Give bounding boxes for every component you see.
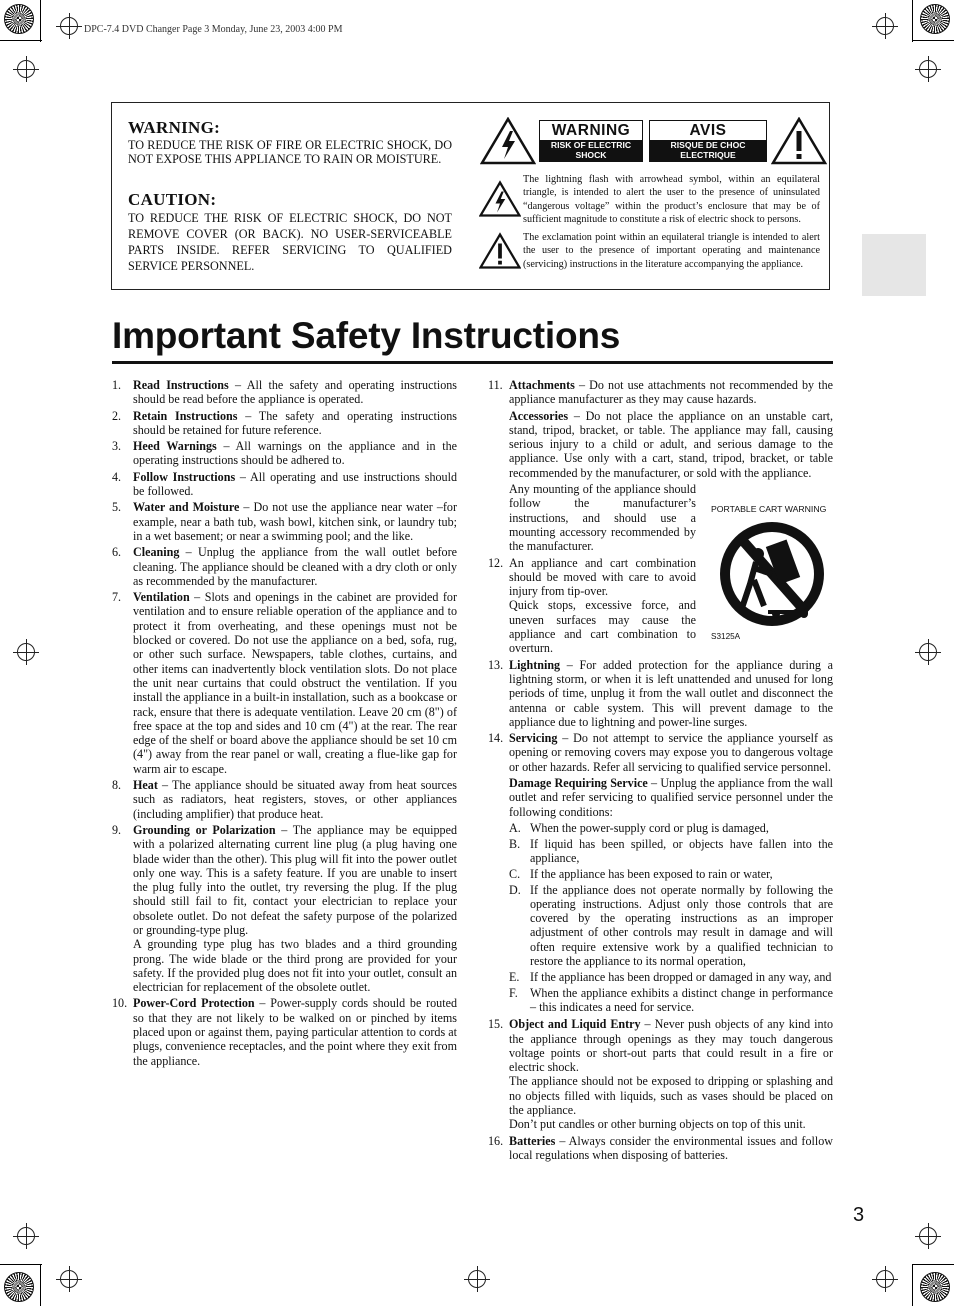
item-heading: Water and Moisture — [133, 500, 240, 515]
registration-mark-icon — [468, 1270, 486, 1288]
item-number: 14. — [488, 731, 504, 746]
item-number: 7. — [112, 590, 122, 605]
lightning-triangle-icon — [480, 117, 536, 165]
item-extra-text: Quick stops, excessive force, and uneven surfaces may cause the appliance and cart combination to overturn. — [509, 598, 696, 656]
registration-mark-icon — [60, 17, 78, 35]
item-heading: Power-Cord Protection — [133, 996, 255, 1011]
condition-item — [509, 986, 833, 1015]
item-number: 1. — [112, 378, 122, 392]
warning-text: TO REDUCE THE RISK OF FIRE OR ELECTRIC SHOCK, DO NOT EXPOSE THIS APPLIANCE TO RAIN OR MOISTURE. — [128, 138, 452, 167]
item-number: 6. — [112, 545, 122, 560]
accessories-paragraph — [488, 409, 833, 480]
condition-text: When the appliance exhibits a distinct change in performance – this indicates a need for service. — [530, 985, 833, 1014]
registration-mark-icon — [919, 643, 937, 661]
item-text: – All warnings on the appliance and in the operating instructions should be adhered to. — [133, 439, 457, 468]
item-number: 3. — [112, 439, 122, 454]
item-heading: Follow Instructions — [133, 469, 236, 484]
lightning-triangle-small-icon — [479, 180, 521, 218]
item-heading: Retain Instructions — [133, 408, 238, 423]
list-item — [488, 658, 833, 729]
item-text: – Do not attempt to service the appliance yourself as opening or removing covers may expose you to dangerous voltage or other hazards. Refer all servicing to qualified service personnel. — [509, 731, 833, 774]
caution-text: TO REDUCE THE RISK OF ELECTRIC SHOCK, DO NOT REMOVE COVER (OR BACK). NO USER-SERVICEABLE PARTS INSIDE. REFER SERVICING TO QUALIFIED SERVICE PERSONNEL. — [128, 211, 452, 273]
item-text: – For added protection for the appliance during a lightning storm, or when it is left unattended and unused for long periods of time, unplug it from the wall outlet and disconnect the antenna or cable system. This will prevent damage to the appliance due to lightning and power-line surges. — [509, 657, 833, 729]
list-item — [112, 823, 457, 995]
item-text: – All the safety and operating instructions should be read before the appliance is operated. — [133, 378, 457, 407]
item-text: – Power-supply cords should be routed so that they are not likely to be walked on or pinched by items placed upon or against them, paying particular attention to cords at plugs, convenience receptacles, and the point where they exit from the appliance. — [133, 996, 458, 1068]
item-heading: Grounding or Polarization — [133, 822, 276, 837]
page-title: Important Safety Instructions — [112, 315, 621, 356]
list-item — [488, 556, 696, 656]
condition-text: When the power-supply cord or plug is damaged, — [530, 820, 769, 835]
page-number: 3 — [853, 1204, 865, 1226]
warning-heading: WARNING: — [128, 118, 221, 137]
condition-text: If the appliance does not operate normally by following the operating instructions. Adjust only those controls that are covered by the operating instructions as an improper adjustment of other controls may result in damage and will often require extensive work by a qualified technician to restore the appliance to its normal operation, — [530, 882, 833, 969]
item-heading: Attachments — [509, 378, 575, 392]
item-number: 16. — [488, 1133, 504, 1148]
warning-badge-title: WARNING — [551, 122, 631, 139]
item-heading: Servicing — [509, 731, 558, 746]
avis-badge-line1: RISQUE DE CHOC ELECTRIQUE — [670, 140, 746, 160]
condition-letter: A. — [509, 820, 521, 835]
item-heading: Ventilation — [133, 590, 190, 605]
damage-paragraph — [488, 776, 833, 819]
condition-letter: F. — [509, 985, 518, 1000]
mounting-paragraph: Any mounting of the appliance should follow the manufacturer’s instructions, and should use a mounting accessory recommended by the manufacturer. — [509, 482, 696, 554]
lightning-symbol-explanation: The lightning flash with arrowhead symbol, within an equilateral triangle, is intended to alert the user to the presence of uninsulated “dangerous voltage” within the product’s enclosure that may be of sufficient magnitude to constitute a risk of electric shock to persons. — [523, 174, 820, 226]
item-extra-text: The appliance should not be exposed to dripping or splashing and no objects filled with liquids, such as vases should be placed on the appliance. — [509, 1074, 833, 1118]
item-text: – Unplug the appliance from the wall outlet before cleaning. The appliance should be cleaned with a dry cloth or only as recommended by the manufacturer. — [133, 545, 457, 588]
warning-badge-line1: RISK OF ELECTRIC SHOCK — [550, 140, 632, 160]
item-text: – The appliance may be equipped with a polarized alternating current line plug (a plug having one blade wider than the other). This plug will fit into the power outlet only one way. This is a safety feature. If you are unable to insert the plug fully into the outlet, try reversing the plug. If the plug should still fail to fit, contact your electrician to replace your obsolete outlet. Do not defeat the safety purpose of the polarized or grounding-type plug. — [133, 822, 457, 937]
condition-letter: B. — [509, 836, 521, 851]
condition-item — [509, 970, 833, 984]
list-item — [112, 470, 457, 499]
item-heading: Cleaning — [133, 545, 180, 560]
exclamation-triangle-small-icon — [479, 232, 521, 270]
cart-figure-code: S3125A — [711, 632, 741, 641]
list-item — [112, 439, 457, 468]
item-heading: Heat — [133, 778, 158, 793]
condition-text: If liquid has been spilled, or objects have fallen into the appliance, — [530, 836, 833, 865]
item-number: 13. — [488, 657, 504, 672]
item-number: 11. — [488, 378, 503, 392]
item-text: – The appliance should be situated away from heat sources such as radiators, heat registers, stoves, or other appliances (including amplifier) that produce heat. — [133, 778, 457, 821]
list-item — [488, 1134, 833, 1163]
list-item — [112, 590, 457, 776]
condition-item — [509, 837, 833, 866]
registration-mark-icon — [17, 643, 35, 661]
item-number: 2. — [112, 408, 122, 423]
portable-cart-warning-icon — [716, 518, 828, 630]
item-number: 10. — [112, 996, 128, 1011]
item-number: 8. — [112, 778, 122, 793]
warning-badge-subtitle — [540, 140, 642, 170]
list-item — [112, 500, 457, 543]
registration-mark-icon — [17, 60, 35, 78]
condition-item — [509, 821, 833, 835]
title-rule — [112, 361, 833, 364]
exclamation-symbol-explanation: The exclamation point within an equilateral triangle is intended to alert the user to the presence of important operating and maintenance (servicing) instructions in the literature accompanying the appliance. — [523, 232, 820, 270]
item-text: – All operating and use instructions should be followed. — [133, 469, 457, 499]
avis-badge-title: AVIS — [689, 122, 727, 139]
item-heading: Batteries — [509, 1133, 556, 1148]
item-heading: Lightning — [509, 657, 561, 672]
condition-text: If the appliance has been exposed to rain or water, — [530, 866, 773, 881]
item-text: – Slots and openings in the cabinet are provided for ventilation and to ensure reliable operation of the appliance and to protect it from overheating, and these openings must not be blocked or covered. Do not use the appliance on a bed, sofa, rug, or other such surface. Newspapers, table clothes, curtains, and other items can inadvertently block ventilation slots. Do not place the unit near curtains that could obstruct the ventilation. If you install the appliance in a built-in installation, such as a bookcase or rack, ensure that there is adequate ventilation. Leave 20 cm (8") of free space at the top and sides and 10 cm (4") at the rear. The rear edge of the shelf or board above the appliance should be set 10 cm (4") away from the rear panel or wall, creating a flue-like gap for warm air to escape. — [133, 590, 457, 776]
item-heading: Object and Liquid Entry — [509, 1017, 641, 1032]
damage-heading: Damage Requiring Service — [509, 776, 648, 791]
registration-rosette-icon — [4, 1272, 34, 1302]
item-text: – Do not use the appliance near water –for example, near a bath tub, wash bowl, kitchen sink, or laundry tub; in a wet basement; or near a swimming pool; and the like. — [133, 500, 457, 543]
item-heading: Heed Warnings — [133, 439, 217, 454]
left-column — [112, 378, 457, 1070]
item-heading: Read Instructions — [133, 378, 229, 392]
avis-badge — [649, 120, 767, 170]
caution-heading: CAUTION: — [128, 190, 217, 209]
condition-item — [509, 867, 833, 881]
registration-rosette-icon — [920, 4, 950, 34]
crop-mark — [0, 40, 42, 41]
condition-text: If the appliance has been dropped or damaged in any way, and — [530, 969, 832, 984]
crop-mark — [912, 1264, 913, 1306]
exclamation-triangle-icon — [771, 117, 827, 165]
registration-mark-icon — [876, 1270, 894, 1288]
registration-mark-icon — [876, 17, 894, 35]
item-text: – Always consider the environmental issues and follow local regulations when disposing of batteries. — [509, 1133, 833, 1162]
item-extra-text: Don’t put candles or other burning objects on top of this unit. — [509, 1117, 806, 1132]
printer-slug-line: DPC-7.4 DVD Changer Page 3 Monday, June 23, 2003 4:00 PM — [84, 24, 343, 35]
item-extra-text: A grounding type plug has two blades and a third grounding prong. The wide blade or the third prong are provided for your safety. If the provided plug does not fit into your outlet, consult an electrician for replacement of the obsolete outlet. — [133, 937, 457, 995]
item-text: – Never push objects of any kind into the appliance through openings as they may touch dangerous voltage points or short-out parts that could result in a fire or electric shock. — [509, 1017, 833, 1075]
condition-list — [488, 821, 833, 1014]
item-number: 9. — [112, 822, 122, 837]
crop-mark — [40, 0, 41, 42]
crop-mark — [0, 1264, 42, 1265]
registration-mark-icon — [17, 1227, 35, 1245]
list-item — [488, 731, 833, 774]
crop-mark — [40, 1264, 41, 1306]
list-item — [488, 378, 833, 407]
item-number: 15. — [488, 1017, 504, 1032]
item-number: 12. — [488, 555, 504, 570]
registration-mark-icon — [60, 1270, 78, 1288]
damage-text: – Unplug the appliance from the wall outlet and refer servicing to qualified service personnel under the following conditions: — [509, 776, 833, 819]
condition-letter: C. — [509, 866, 521, 881]
warning-badge — [539, 120, 643, 170]
condition-item — [509, 883, 833, 969]
item-number: 5. — [112, 500, 122, 515]
condition-letter: D. — [509, 882, 521, 897]
list-item — [112, 996, 457, 1067]
avis-badge-subtitle — [650, 140, 766, 170]
registration-rosette-icon — [920, 1272, 950, 1302]
item-text: An appliance and cart combination should be moved with care to avoid injury from tip-over. — [509, 555, 696, 599]
accessories-heading: Accessories — [509, 408, 569, 423]
list-item — [112, 778, 457, 821]
list-item — [488, 1017, 833, 1131]
registration-rosette-icon — [4, 4, 34, 34]
item-text: – The safety and operating instructions should be retained for future reference. — [133, 408, 458, 437]
section-tab — [862, 234, 926, 296]
crop-mark — [912, 1264, 954, 1265]
item-number: 4. — [112, 469, 122, 484]
condition-letter: E. — [509, 969, 520, 984]
accessories-text: – Do not place the appliance on an unstable cart, stand, tripod, bracket, or table. The appliance may fall, causing serious injury to a child or adult, and serious damage to the appliance. Use only with a cart, stand, tripod, bracket, or table recommended by the manufacturer, or sold with the appliance. — [509, 408, 833, 480]
crop-mark — [912, 0, 913, 42]
crop-mark — [912, 40, 954, 41]
list-item — [112, 409, 457, 438]
list-item — [112, 545, 457, 588]
registration-mark-icon — [919, 1227, 937, 1245]
list-item — [112, 378, 457, 407]
registration-mark-icon — [919, 60, 937, 78]
cart-warning-label: PORTABLE CART WARNING — [711, 504, 827, 514]
warning-badge-line2: DO NOT OPEN — [560, 160, 622, 170]
item-text: – Do not use attachments not recommended by the appliance manufacturer as they may cause hazards. — [509, 378, 833, 407]
right-column — [488, 378, 833, 1164]
avis-badge-line2: NE PAS OUVRIR — [674, 160, 742, 170]
